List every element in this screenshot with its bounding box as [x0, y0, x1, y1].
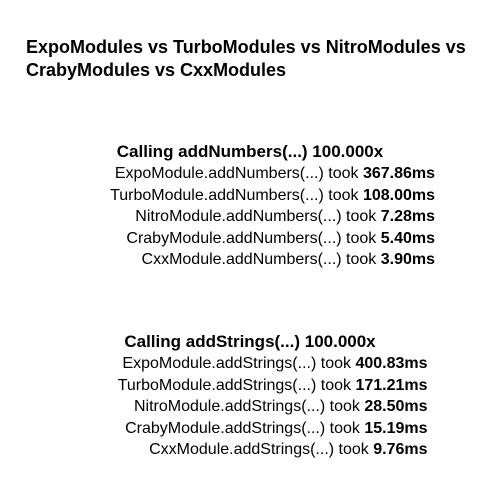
result-time: 5.40ms: [380, 229, 435, 247]
page-title: ExpoModules vs TurboModules vs NitroModules vs CrabyModules vs CxxModules: [26, 37, 466, 80]
result-label: NitroModule.addNumbers(...) took: [135, 208, 377, 225]
result-label: CrabyModule.addStrings(...) took: [125, 419, 360, 437]
result-row-turbo: [65, 185, 435, 207]
result-label: CxxModule.addNumbers(...) took: [141, 251, 377, 268]
result-time: 108.00ms: [362, 186, 435, 204]
add-numbers-section: [0, 141, 500, 271]
result-label: NitroModule.addStrings(...) took: [134, 398, 360, 415]
result-time: 28.50ms: [364, 398, 428, 415]
result-label: ExpoModule.addStrings(...) took: [122, 355, 351, 372]
result-time: 9.76ms: [373, 441, 428, 458]
result-time: 3.90ms: [380, 251, 435, 268]
result-row-cxx: [73, 439, 428, 461]
result-time: 7.28ms: [380, 208, 435, 225]
result-time: 367.86ms: [362, 165, 435, 182]
result-label: ExpoModule.addNumbers(...) took: [114, 165, 359, 182]
result-label: TurboModule.addStrings(...) took: [117, 376, 351, 394]
result-label: CxxModule.addStrings(...) took: [149, 441, 369, 458]
result-row-expo: [73, 353, 428, 375]
section-heading: Calling addNumbers(...) 100.000x: [116, 142, 384, 161]
add-strings-section: [0, 331, 500, 461]
result-time: 400.83ms: [355, 355, 428, 372]
result-row-turbo: [73, 375, 428, 397]
result-time: 171.21ms: [355, 376, 428, 394]
results-list: [0, 163, 500, 271]
results-list: [0, 353, 500, 461]
result-row-expo: [65, 163, 435, 185]
result-row-nitro: [65, 206, 435, 228]
result-row-craby: [65, 228, 435, 250]
result-label: CrabyModule.addNumbers(...) took: [126, 229, 377, 247]
result-time: 15.19ms: [364, 419, 428, 437]
result-row-cxx: [65, 249, 435, 271]
section-heading: Calling addStrings(...) 100.000x: [124, 332, 376, 351]
result-label: TurboModule.addNumbers(...) took: [110, 186, 359, 204]
result-row-craby: [73, 418, 428, 440]
result-row-nitro: [73, 396, 428, 418]
